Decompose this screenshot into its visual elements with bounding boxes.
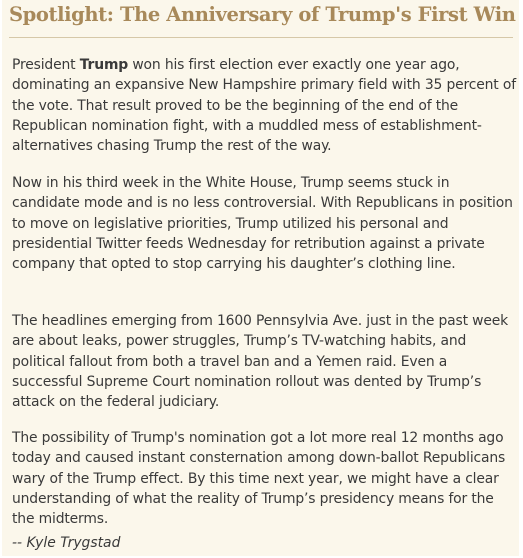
article-paragraph-4: The possibility of Trump's nomination got a lot more real 12 months ago today and caused instant consternation among down-ballot Republicans wary of the Trump effect. By this time next year, we might have a clear understanding of what the reality of Trump’s presidency means for the the midterms. [12,430,506,528]
article-paragraph-3: The headlines emerging from 1600 Pennsylvia Ave. just in the past week are about leaks, power struggles, Trump’s TV-watching habits, and political fallout from both a travel ban and a Yemen raid. Even a successful Supreme Court nomination rollout was dented by Trump’s attack on the federal judiciary. [12,313,509,411]
paragraph-1-bold-name: Trump [79,57,129,73]
paragraph-1-lead: President [12,57,80,73]
article-paragraph-1 [12,55,517,156]
article-paragraph-2: Now in his third week in the White House, Trump seems stuck in candidate mode and is no less controversial. With Republicans in position to move on legislative priorities, Trump utilized his personal and presidential Twitter feeds Wednesday for retribution against a private company that opted to stop carrying his daughter’s clothing line. [12,175,513,273]
author-signature: -- Kyle Trygstad [12,535,121,551]
article-title: Spotlight: The Anniversary of Trump's First Win [9,3,516,26]
paragraph-1-body: won his first election ever exactly one year ago, dominating an expansive New Hampshire primary field with 35 percent of the vote. That result proved to be the beginning of the end of the Republican nomination fight, with a muddled mess of establishment-alternatives chasing Trump the rest of the way. [12,57,516,155]
spotlight-card [2,0,519,556]
title-divider [9,37,513,38]
